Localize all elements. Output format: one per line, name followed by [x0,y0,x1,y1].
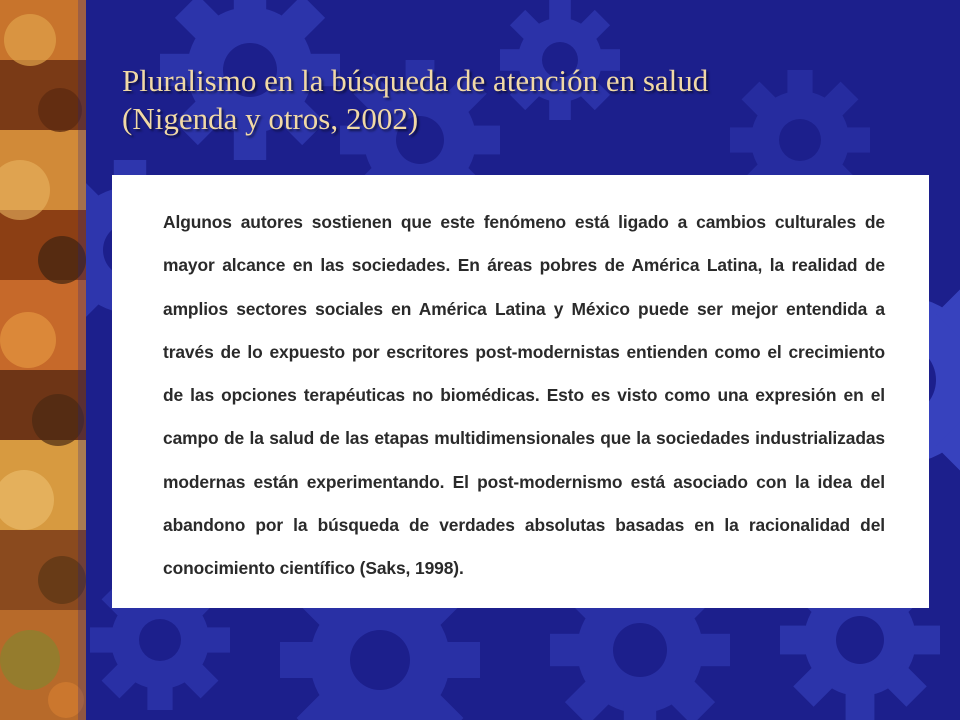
slide-title [122,62,922,138]
quote-text-box [112,175,929,608]
slide-title-line-1: Pluralismo en la búsqueda de atención en salud [122,63,709,98]
textured-gear-strip-icon [0,0,86,720]
quote-body-text: Algunos autores sostienen que este fenómeno está ligado a cambios culturales de mayor alcance en las sociedades. En áreas pobres de América Latina, la realidad de amplios sectores sociales en América Latina y México puede ser mejor entendida a través de lo expuesto por escritores post-modernistas entienden como el crecimiento de las opciones terapéuticas no biomédicas. Esto es visto como una expresión en el campo de la salud de las etapas multidimensionales que la sociedades industrializadas modernas están experimentando. El post-modernismo está asociado con la idea del abandono por la búsqueda de verdades absolutas basadas en la racionalidad del conocimiento científico (Saks, 1998). [163,212,885,579]
slide-title-line-2: (Nigenda y otros, 2002) [122,101,419,136]
